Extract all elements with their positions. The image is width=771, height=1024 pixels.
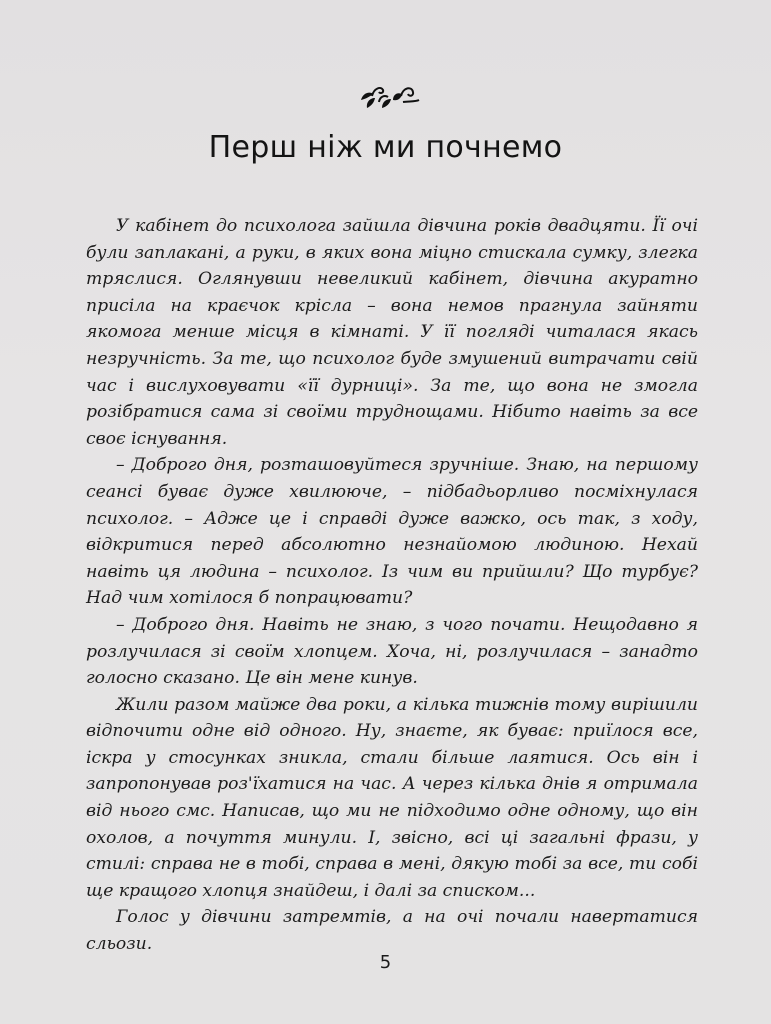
- paragraph: Жили разом майже два роки, а кілька тижнів тому вирішили відпочити одне від одного. Ну, знаєте, як буває: приїлося все, іскра у стосунках зникла, стали більше лаятися. Ось він і запропонував роз'їхатися на час. А через кілька днів я отримала від нього смс. Написав, що ми не підходимо одне одному, що він охолов, а почуття минули. І, звісно, всі ці загальні фрази, у стилі: справа не в тобі, справа в мені, дякую тобі за все, ти собі ще кращого хлопця знайдеш, і далі за списком...: [86, 694, 698, 901]
- paragraph: Голос у дівчини затремтів, а на очі почали навертатися сльози.: [86, 907, 698, 955]
- chapter-body: [86, 213, 698, 958]
- paragraph: – Доброго дня. Навіть не знаю, з чого почати. Нещодавно я розлучилася зі своїм хлопцем. Хоча, ні, розлучилася – занадто голосно сказано. Це він мене кинув.: [86, 614, 698, 689]
- paragraph: У кабінет до психолога зайшла дівчина років двадцяти. Її очі були заплакані, а руки, в яких вона міцно стискала сумку, злегка тряслися. Оглянувши невеликий кабінет, дівчина акуратно присіла на краєчок крісла – вона немов прагнула зайняти якомога менше місця в кімнаті. У її погляді читалася якась незручність. За те, що психолог буде змушений витрачати свій час і вислуховувати «її дурниці». За те, що вона не змогла розібратися сама зі своїми труднощами. Нібито навіть за все своє існування.: [86, 216, 698, 449]
- leaf-ornament-icon: [357, 80, 421, 110]
- paragraph: – Доброго дня, розташовуйтеся зручніше. Знаю, на першому сеансі буває дуже хвилююче, – підбадьорливо посміхнулася психолог. – Адже це і справді дуже важко, ось так, з ходу, відкритися перед абсолютно незнайомою людиною. Нехай навіть ця людина – психолог. Із чим ви прийшли? Що турбує? Над чим хотілося б попрацювати?: [86, 455, 698, 609]
- chapter-title: Перш ніж ми почнемо: [208, 130, 563, 165]
- page-number: 5: [379, 952, 392, 973]
